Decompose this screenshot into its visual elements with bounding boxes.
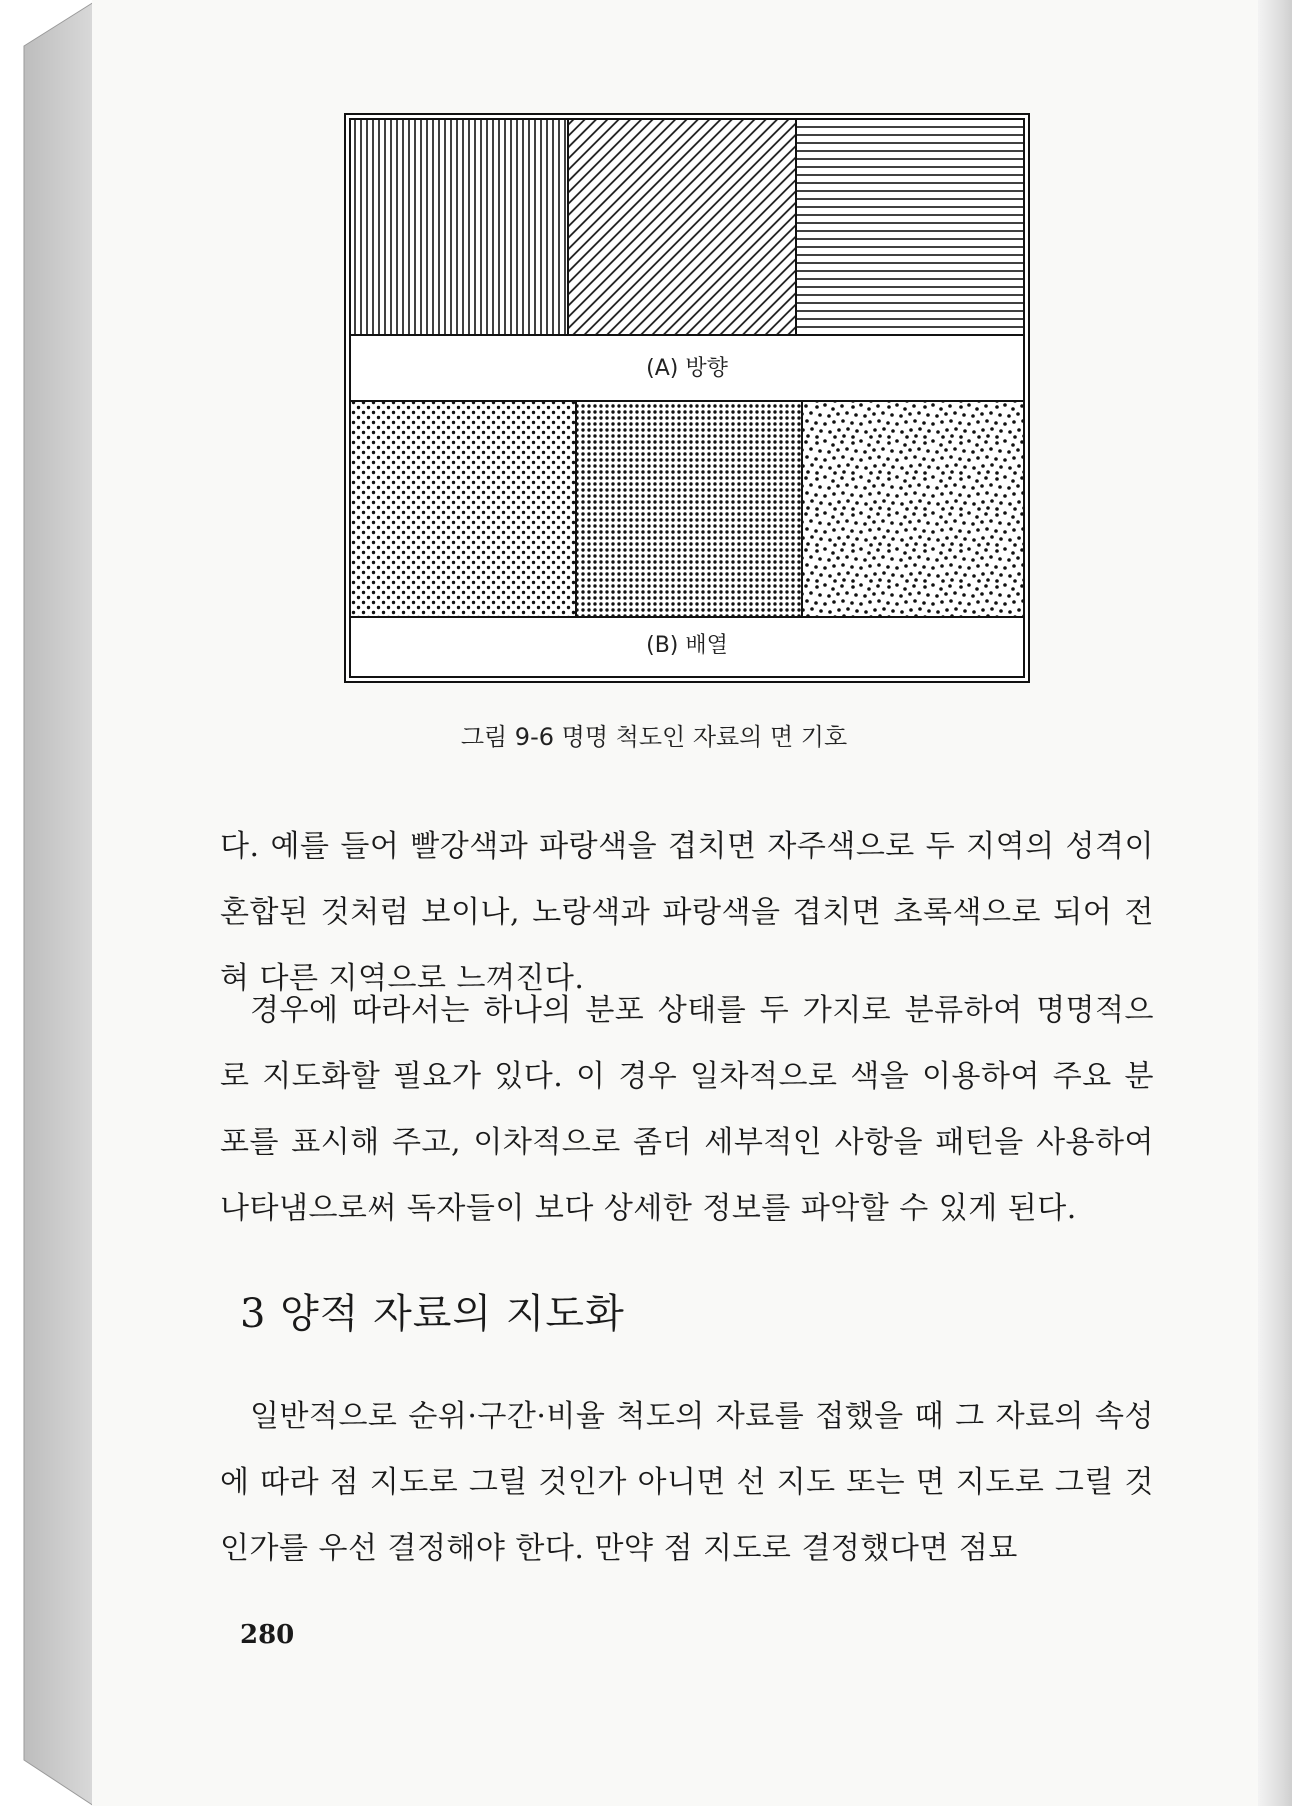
figure-9-6 — [344, 113, 1030, 683]
paragraph-2 — [220, 978, 1154, 1242]
vertical-lines-swatch — [350, 119, 568, 335]
horizontal-lines-swatch — [796, 119, 1024, 335]
panel-a-label: (A) 방향 — [646, 356, 728, 381]
page-number: 280 — [240, 1620, 295, 1650]
grid-dots-swatch — [576, 401, 802, 617]
figure-caption: 그림 9-6 명명 척도인 자료의 면 기호 — [460, 723, 848, 751]
random-dots-swatch — [802, 401, 1024, 617]
paragraph-1-text: 다. 예를 들어 빨강색과 파랑색을 겹치면 자주색으로 두 지역의 성격이 혼합된 것처럼 보이나, 노랑색과 파랑색을 겹치면 초록색으로 되어 전혀 다른 지역으로 느껴진다. — [220, 829, 1154, 996]
paragraph-3 — [220, 1384, 1154, 1582]
book-spine — [0, 0, 96, 1806]
page-edge-shadow — [1258, 0, 1292, 1806]
paragraph-3-text: 일반적으로 순위·구간·비율 척도의 자료를 접했을 때 그 자료의 속성에 따라 점 지도로 그릴 것인가 아니면 선 지도 또는 면 지도로 그릴 것인가를 우선 결정해야 한다. 만약 점 지도로 결정했다면 점묘 — [220, 1399, 1154, 1566]
paragraph-2-text: 경우에 따라서는 하나의 분포 상태를 두 가지로 분류하여 명명적으로 지도화할 필요가 있다. 이 경우 일차적으로 색을 이용하여 주요 분포를 표시해 주고, 이차적으로 좀더 세부적인 사항을 패턴을 사용하여 나타냄으로써 독자들이 보다 상세한 정보를 파악할 수 있게 된다. — [220, 993, 1154, 1226]
diagonal-lines-swatch — [568, 119, 796, 335]
panel-b-label: (B) 배열 — [646, 633, 728, 658]
staggered-dots-swatch — [350, 401, 576, 617]
section-title: 3 양적 자료의 지도화 — [240, 1291, 625, 1337]
pattern-figure — [346, 115, 1028, 681]
